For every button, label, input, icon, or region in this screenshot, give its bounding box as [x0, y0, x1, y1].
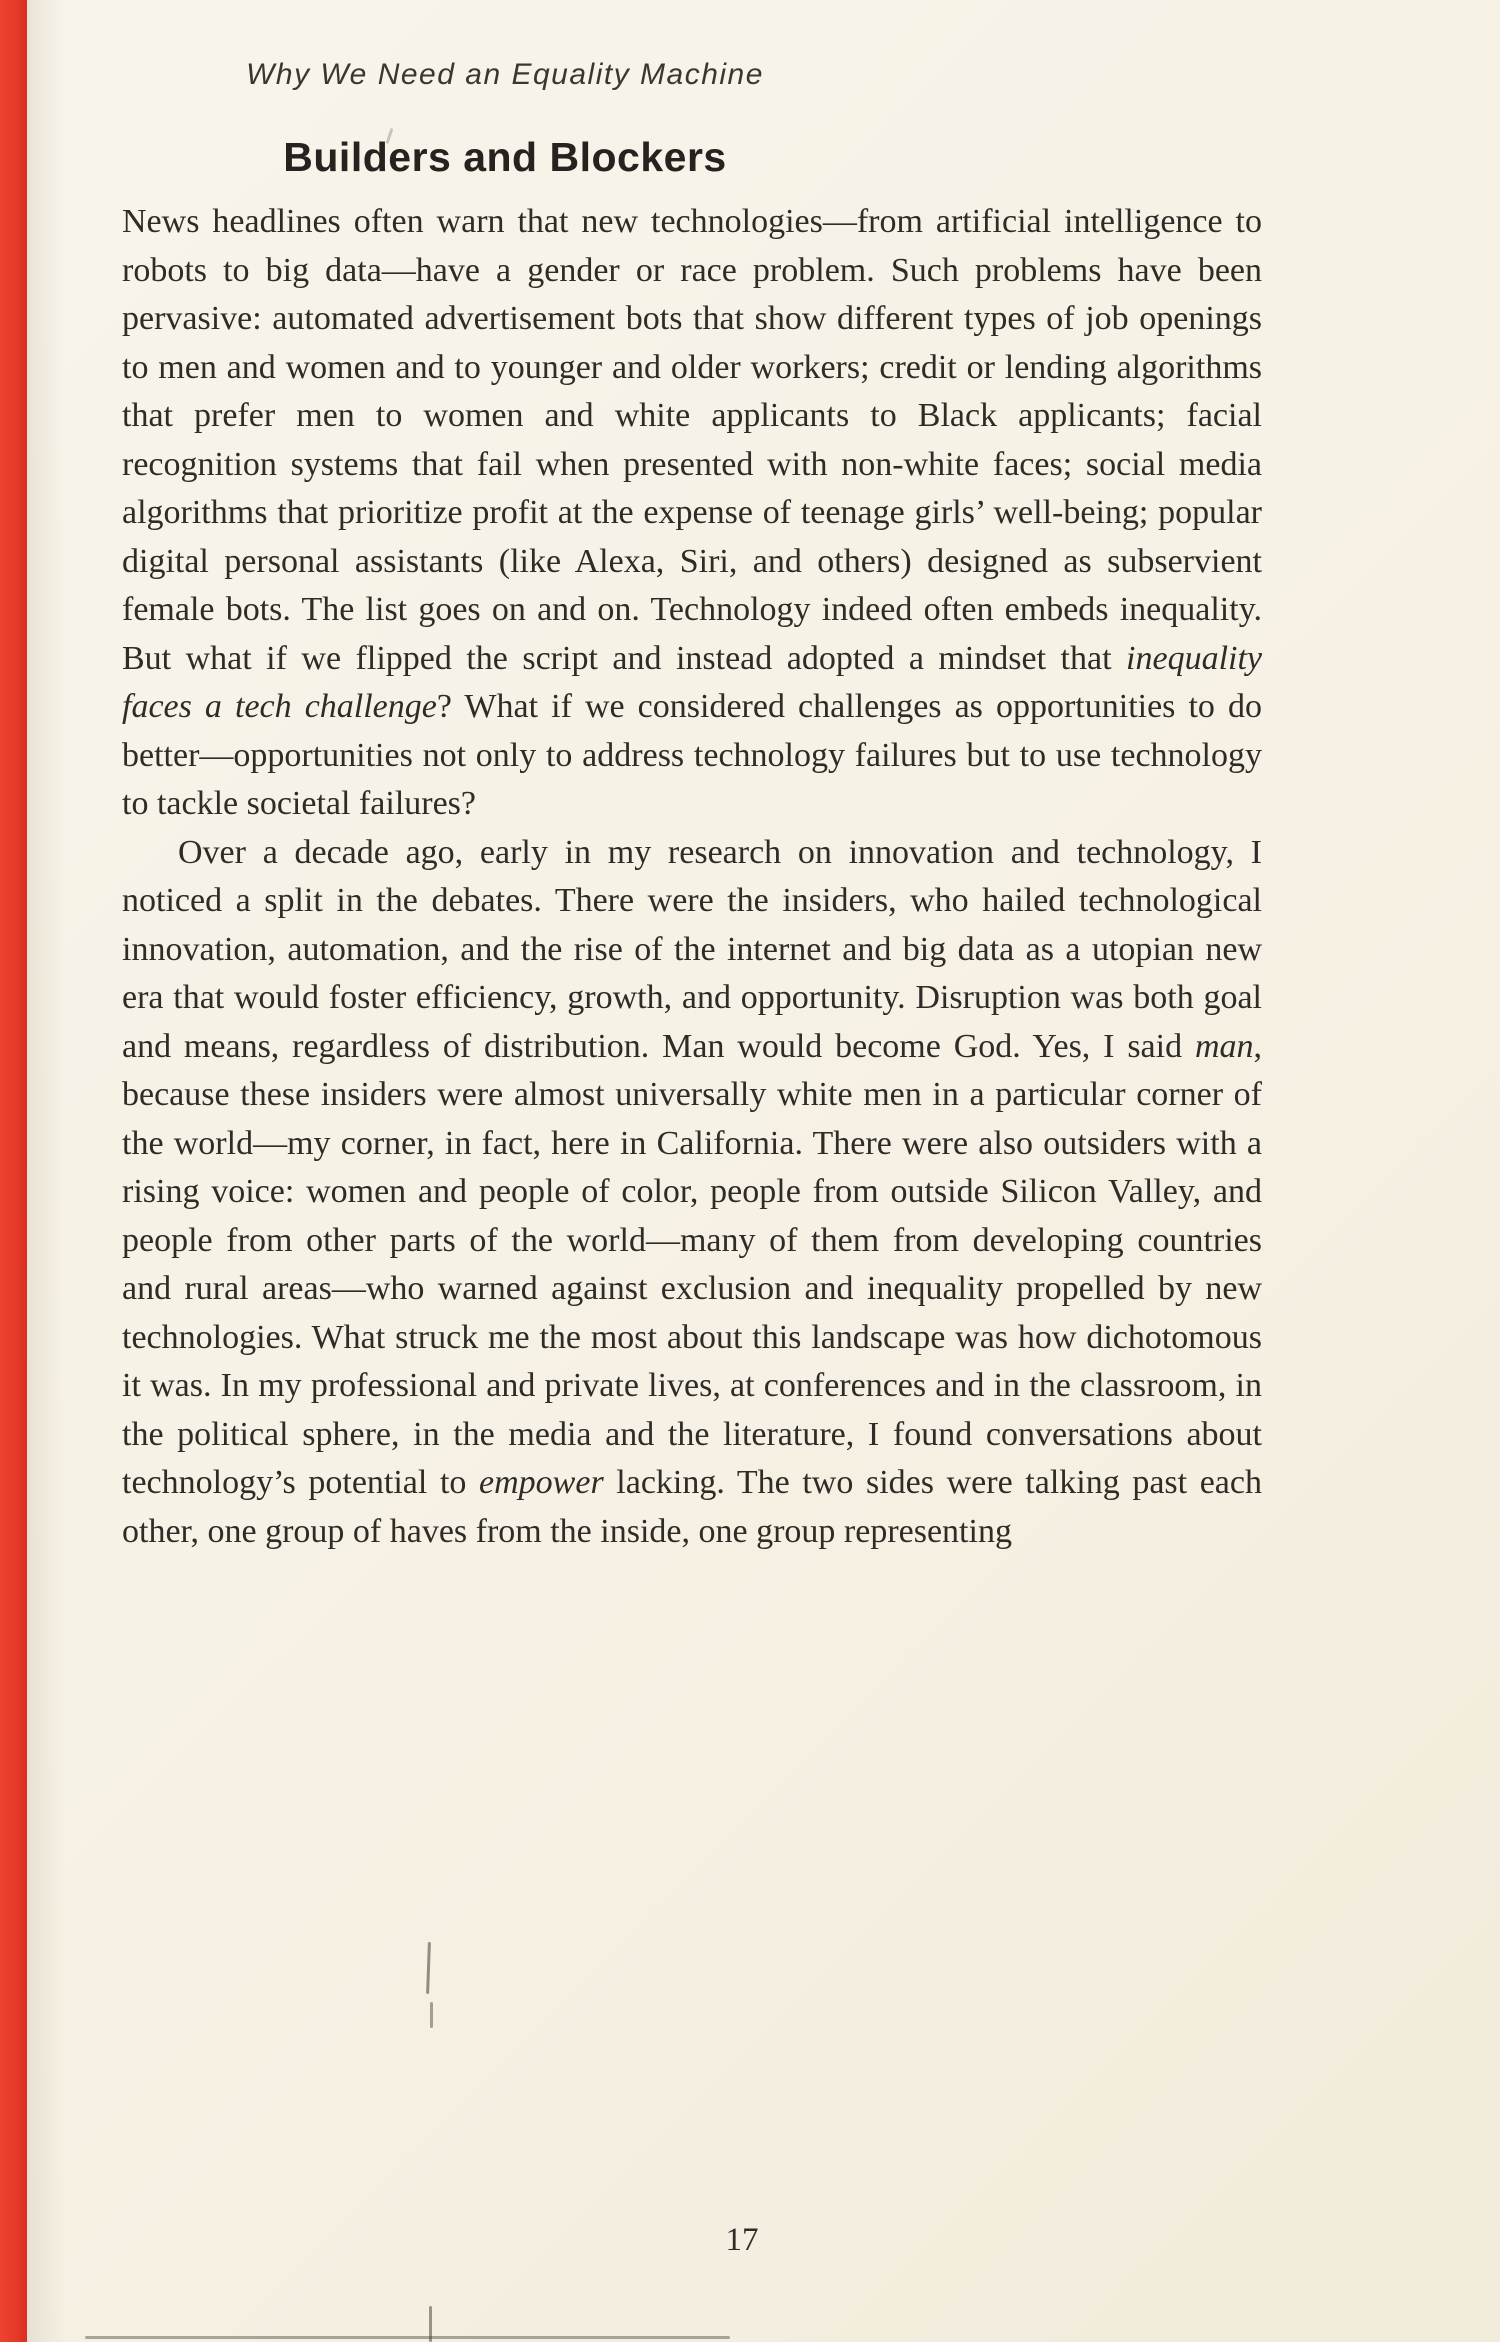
book-spine-red-strip [0, 0, 27, 2342]
scan-artifact [430, 2002, 433, 2028]
italic-segment: man [1194, 1027, 1254, 1065]
italic-segment: inequality faces a tech challenge [122, 639, 1262, 725]
text-segment: Over a decade ago, early in my research on innovation and technology, I noticed a split in the debates. There were the insiders, who hailed technological innovation, automation, and the rise of the internet and big data as a utopian new era that would foster efficiency, growth, and opportunity. Disruption was both goal and means, regardless of distribution. Man would become God. Yes, I said [122, 833, 1262, 1065]
body-text [122, 198, 1262, 1556]
running-header: Why We Need an Equality Machine [246, 58, 764, 91]
paragraph [122, 829, 1262, 1557]
text-segment: , because these insiders were almost universally white men in a particular corner of the world—my corner, in fact, here in California. There were also outsiders with a rising voice: women and people of color, people from outside Silicon Valley, and people from other parts of the world—many of them from developing countries and rural areas—who warned against exclusion and inequality propelled by new technologies. What struck me the most about this landscape was how dichotomous it was. In my professional and private lives, at conferences and in the classroom, in the political sphere, in the media and the literature, I found conversations about technology’s potential to [122, 1027, 1262, 1501]
paragraph [122, 198, 1262, 829]
scan-artifact [85, 2336, 730, 2339]
text-segment: ? What if we considered challenges as opportunities to do better—opportunities not only to address technology failures but to use technology to tackle societal failures? [122, 688, 1262, 822]
text-segment: lacking. The two sides were talking past each other, one group of haves from the inside, one group representing [122, 1464, 1262, 1550]
scan-artifact [426, 1942, 431, 1994]
section-heading: Builders and Blockers [283, 134, 727, 180]
italic-segment: empower [479, 1464, 604, 1501]
page-number: 17 [725, 2222, 759, 2258]
gutter-shadow [27, 0, 65, 2342]
text-segment: News headlines often warn that new technologies—from artificial intelligence to robots to big data—have a gender or race problem. Such problems have been pervasive: automated advertisement bots that show different types of job openings to men and women and to younger and older workers; credit or lending algorithms that prefer men to women and white applicants to Black applicants; facial recognition systems that fail when presented with non-white faces; social media algorithms that prioritize profit at the expense of teenage girls’ well-being; popular digital personal assistants (like Alexa, Siri, and others) designed as subservient female bots. The list goes on and on. Technology indeed often embeds inequality. But what if we flipped the script and instead adopted a mindset that [122, 203, 1262, 677]
